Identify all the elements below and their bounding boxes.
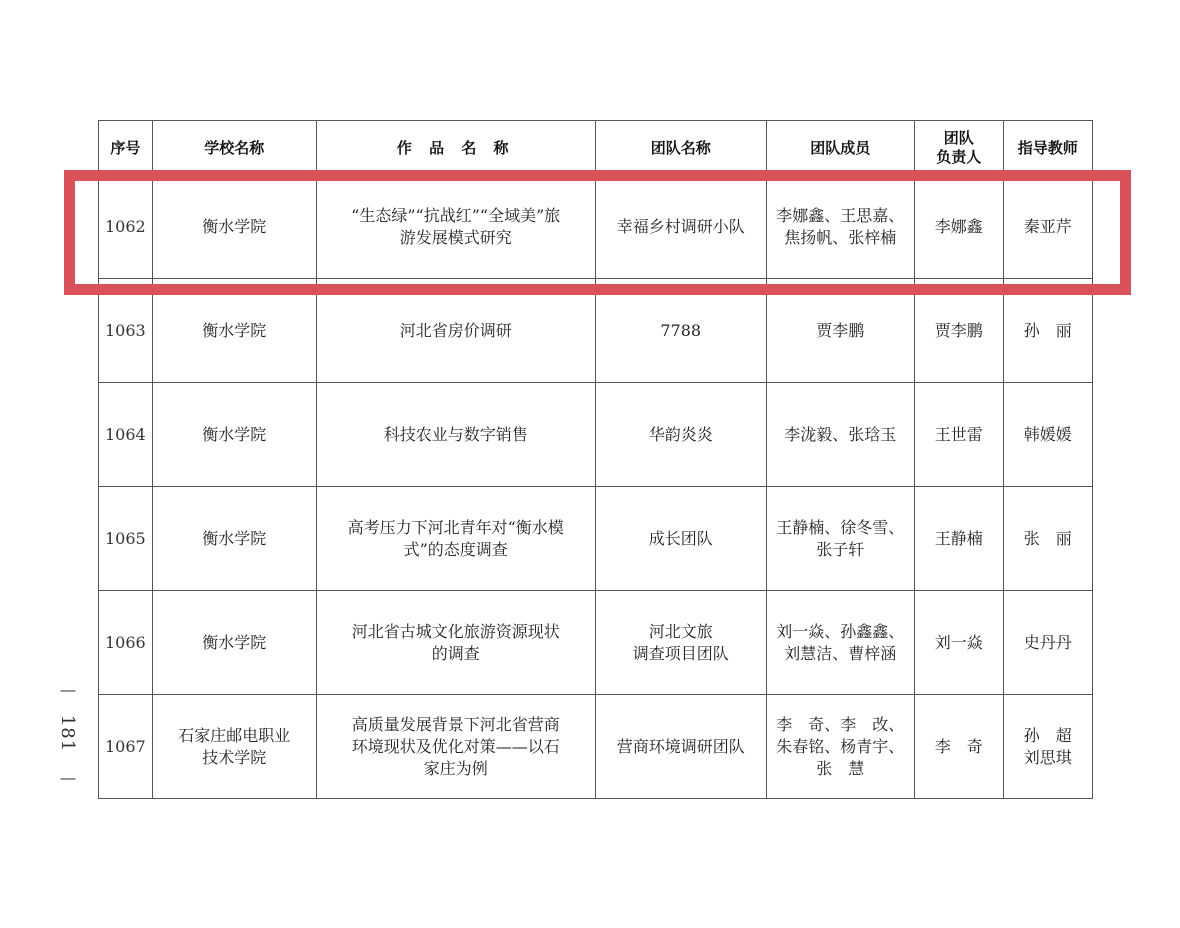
cell-leader: 贾李鹏 (914, 279, 1003, 383)
cell-members: 李娜鑫、王思嘉、 焦扬帆、张梓楠 (766, 175, 914, 279)
table-row (99, 487, 1093, 591)
cell-school: 石家庄邮电职业 技术学院 (152, 695, 316, 799)
cell-leader: 王静楠 (914, 487, 1003, 591)
cell-team: 河北文旅 调查项目团队 (595, 591, 766, 695)
header-row (99, 121, 1093, 175)
header-members: 团队成员 (766, 121, 914, 175)
cell-school: 衡水学院 (152, 175, 316, 279)
cell-advisor: 秦亚芹 (1003, 175, 1092, 279)
page-number (48, 680, 88, 790)
cell-index: 1062 (99, 175, 153, 279)
page-dash-bottom: — (60, 768, 76, 787)
table-row (99, 695, 1093, 799)
cell-leader: 李 奇 (914, 695, 1003, 799)
table-row (99, 279, 1093, 383)
cell-members: 李 奇、李 改、 朱春铭、杨青宇、 张 慧 (766, 695, 914, 799)
cell-index: 1065 (99, 487, 153, 591)
cell-work: 河北省房价调研 (316, 279, 595, 383)
cell-team: 幸福乡村调研小队 (595, 175, 766, 279)
cell-team: 华韵炎炎 (595, 383, 766, 487)
cell-advisor: 史丹丹 (1003, 591, 1092, 695)
cell-index: 1064 (99, 383, 153, 487)
table-row (99, 591, 1093, 695)
award-table (98, 120, 1093, 799)
header-advisor: 指导教师 (1003, 121, 1092, 175)
table-row (99, 175, 1093, 279)
cell-work: 高质量发展背景下河北省营商 环境现状及优化对策——以石 家庄为例 (316, 695, 595, 799)
header-leader-line1: 团队 (943, 128, 974, 147)
cell-team: 营商环境调研团队 (595, 695, 766, 799)
cell-index: 1063 (99, 279, 153, 383)
cell-members: 刘一焱、孙鑫鑫、 刘慧洁、曹梓涵 (766, 591, 914, 695)
cell-members: 李泷毅、张琀玉 (766, 383, 914, 487)
cell-school: 衡水学院 (152, 279, 316, 383)
table-row (99, 383, 1093, 487)
header-leader (914, 121, 1003, 175)
cell-index: 1066 (99, 591, 153, 695)
cell-leader: 王世雷 (914, 383, 1003, 487)
cell-leader: 李娜鑫 (914, 175, 1003, 279)
page-dash-top: — (60, 680, 76, 699)
header-index: 序号 (99, 121, 153, 175)
cell-leader: 刘一焱 (914, 591, 1003, 695)
header-leader-line2: 负责人 (936, 147, 982, 166)
header-work: 作 品 名 称 (316, 121, 595, 175)
cell-index: 1067 (99, 695, 153, 799)
cell-advisor: 张 丽 (1003, 487, 1092, 591)
cell-team: 成长团队 (595, 487, 766, 591)
header-school: 学校名称 (152, 121, 316, 175)
cell-work: 高考压力下河北青年对“衡水模 式”的态度调查 (316, 487, 595, 591)
cell-work: “生态绿”“抗战红”“全域美”旅 游发展模式研究 (316, 175, 595, 279)
cell-advisor: 韩媛媛 (1003, 383, 1092, 487)
cell-team: 7788 (595, 279, 766, 383)
cell-members: 王静楠、徐冬雪、 张子轩 (766, 487, 914, 591)
cell-school: 衡水学院 (152, 383, 316, 487)
cell-work: 科技农业与数字销售 (316, 383, 595, 487)
cell-work: 河北省古城文化旅游资源现状 的调查 (316, 591, 595, 695)
page-number-text: 181 (57, 714, 79, 753)
cell-advisor: 孙 超 刘思琪 (1003, 695, 1092, 799)
header-team: 团队名称 (595, 121, 766, 175)
cell-school: 衡水学院 (152, 591, 316, 695)
cell-advisor: 孙 丽 (1003, 279, 1092, 383)
cell-school: 衡水学院 (152, 487, 316, 591)
cell-members: 贾李鹏 (766, 279, 914, 383)
